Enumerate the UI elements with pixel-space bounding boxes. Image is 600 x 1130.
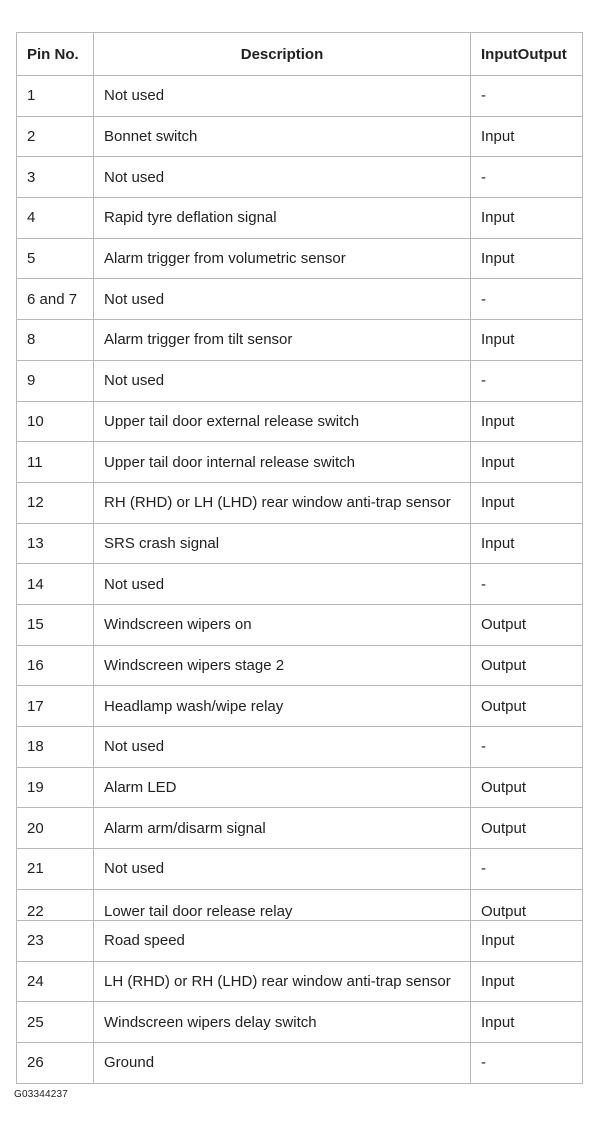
input-output-cell: Input (471, 198, 583, 239)
description-cell: LH (RHD) or RH (LHD) rear window anti-trap sensor (94, 961, 471, 1002)
table-row (17, 157, 583, 198)
description-cell: Not used (94, 360, 471, 401)
pin-number-cell: 8 (17, 320, 94, 361)
pin-number-cell: 3 (17, 157, 94, 198)
table-row (17, 1043, 583, 1084)
pin-number-cell: 4 (17, 198, 94, 239)
table-body (17, 76, 583, 1084)
table-row (17, 523, 583, 564)
table-row (17, 401, 583, 442)
pin-number-cell: 23 (17, 920, 94, 961)
description-cell: Alarm LED (94, 767, 471, 808)
pin-number-cell: 19 (17, 767, 94, 808)
pin-number-cell: 2 (17, 116, 94, 157)
input-output-cell: - (471, 76, 583, 117)
pin-number-cell: 5 (17, 238, 94, 279)
pin-number-cell: 12 (17, 482, 94, 523)
table-row (17, 116, 583, 157)
input-output-cell: Input (471, 523, 583, 564)
description-cell: Upper tail door external release switch (94, 401, 471, 442)
description-cell: Not used (94, 157, 471, 198)
description-cell: Ground (94, 1043, 471, 1084)
table-row (17, 198, 583, 239)
table-header-row (17, 33, 583, 76)
pin-number-cell: 13 (17, 523, 94, 564)
input-output-cell: - (471, 360, 583, 401)
input-output-cell: - (471, 157, 583, 198)
table-row (17, 808, 583, 849)
description-cell: Windscreen wipers delay switch (94, 1002, 471, 1043)
pin-number-cell: 20 (17, 808, 94, 849)
description-cell: RH (RHD) or LH (LHD) rear window anti-trap sensor (94, 482, 471, 523)
description-cell: Upper tail door internal release switch (94, 442, 471, 483)
table-row (17, 849, 583, 890)
table-row (17, 686, 583, 727)
description-cell: Alarm arm/disarm signal (94, 808, 471, 849)
pin-number-cell: 1 (17, 76, 94, 117)
pin-number-cell: 15 (17, 604, 94, 645)
input-output-cell: Output (471, 889, 583, 920)
description-cell: Not used (94, 849, 471, 890)
table-row (17, 645, 583, 686)
table-row (17, 279, 583, 320)
pin-number-cell: 14 (17, 564, 94, 605)
input-output-cell: Input (471, 442, 583, 483)
description-cell: Not used (94, 564, 471, 605)
description-cell: Bonnet switch (94, 116, 471, 157)
input-output-cell: Output (471, 808, 583, 849)
input-output-cell: Input (471, 482, 583, 523)
input-output-cell: Input (471, 920, 583, 961)
description-cell: Lower tail door release relay (94, 889, 471, 920)
description-cell: Windscreen wipers on (94, 604, 471, 645)
pin-number-cell: 17 (17, 686, 94, 727)
input-output-cell: Input (471, 1002, 583, 1043)
table-row (17, 604, 583, 645)
input-output-cell: Input (471, 961, 583, 1002)
description-cell: SRS crash signal (94, 523, 471, 564)
table-row (17, 76, 583, 117)
pin-number-cell: 11 (17, 442, 94, 483)
pin-number-cell: 24 (17, 961, 94, 1002)
table-row (17, 727, 583, 768)
table-row (17, 360, 583, 401)
pin-number-cell: 9 (17, 360, 94, 401)
table-row (17, 442, 583, 483)
description-cell: Road speed (94, 920, 471, 961)
table-row (17, 320, 583, 361)
input-output-header: InputOutput (471, 33, 583, 76)
table-row (17, 889, 583, 920)
description-cell: Alarm trigger from tilt sensor (94, 320, 471, 361)
description-cell: Alarm trigger from volumetric sensor (94, 238, 471, 279)
table-row (17, 1002, 583, 1043)
input-output-cell: - (471, 564, 583, 605)
pin-number-cell: 26 (17, 1043, 94, 1084)
pin-number-cell: 6 and 7 (17, 279, 94, 320)
table-row (17, 767, 583, 808)
pin-table (16, 32, 583, 1084)
description-cell: Windscreen wipers stage 2 (94, 645, 471, 686)
table-row (17, 482, 583, 523)
input-output-cell: Input (471, 320, 583, 361)
description-cell: Not used (94, 279, 471, 320)
input-output-cell: - (471, 279, 583, 320)
pin-number-header: Pin No. (17, 33, 94, 76)
input-output-cell: Input (471, 401, 583, 442)
input-output-cell: Output (471, 645, 583, 686)
description-cell: Not used (94, 727, 471, 768)
description-header: Description (94, 33, 471, 76)
input-output-cell: - (471, 1043, 583, 1084)
pin-number-cell: 16 (17, 645, 94, 686)
input-output-cell: Output (471, 604, 583, 645)
description-cell: Not used (94, 76, 471, 117)
table-row (17, 920, 583, 961)
pin-number-cell: 21 (17, 849, 94, 890)
pin-number-cell: 25 (17, 1002, 94, 1043)
table-row (17, 238, 583, 279)
input-output-cell: - (471, 849, 583, 890)
description-cell: Headlamp wash/wipe relay (94, 686, 471, 727)
description-cell: Rapid tyre deflation signal (94, 198, 471, 239)
table-row (17, 564, 583, 605)
figure-id: G03344237 (14, 1089, 69, 1100)
table-row (17, 961, 583, 1002)
pin-number-cell: 10 (17, 401, 94, 442)
input-output-cell: Input (471, 116, 583, 157)
input-output-cell: Input (471, 238, 583, 279)
input-output-cell: Output (471, 767, 583, 808)
input-output-cell: - (471, 727, 583, 768)
pin-number-cell: 18 (17, 727, 94, 768)
input-output-cell: Output (471, 686, 583, 727)
pin-number-cell: 22 (17, 889, 94, 920)
